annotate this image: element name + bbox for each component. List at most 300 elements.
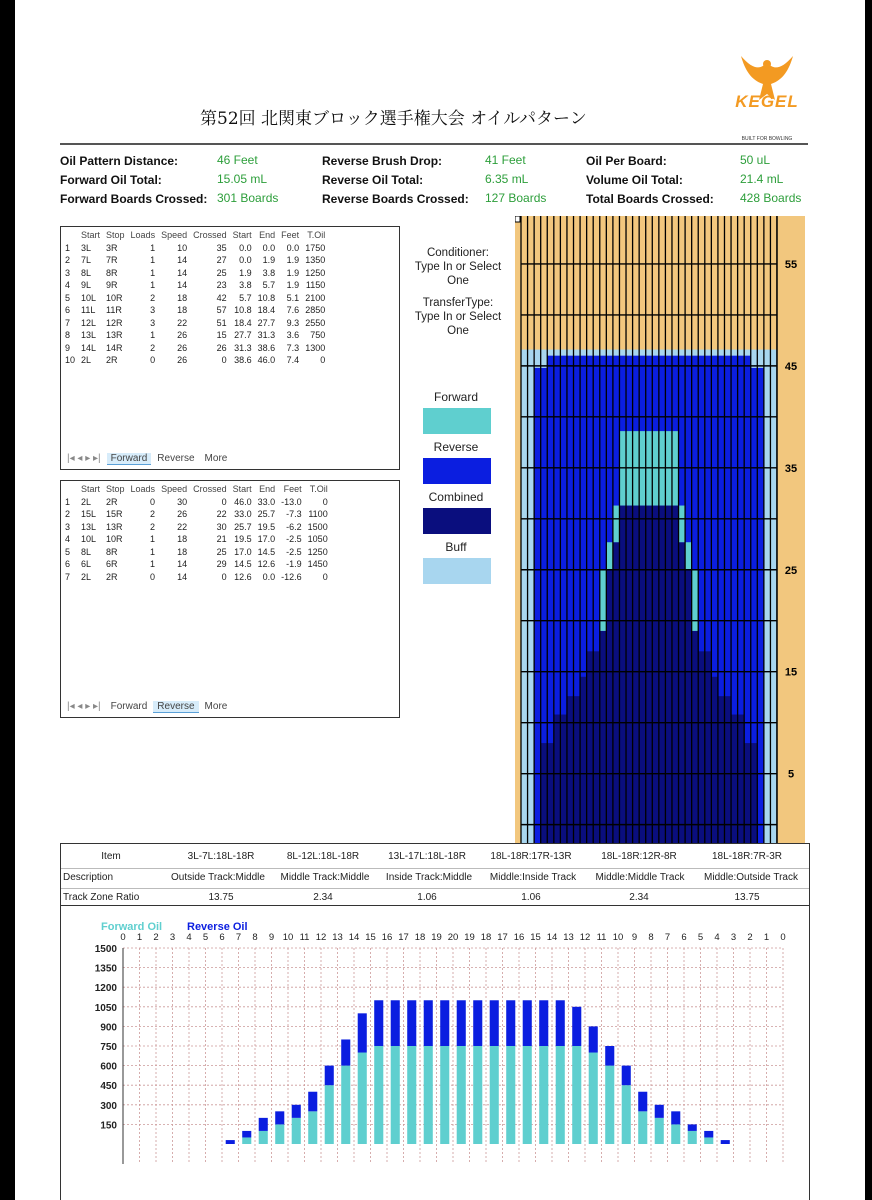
zone-item: 18L-18R:7R-3R xyxy=(711,851,783,862)
table-cell[interactable]: 0 xyxy=(221,496,227,507)
table-cell[interactable]: 0 xyxy=(150,496,156,507)
table-cell[interactable]: -2.5 xyxy=(286,546,302,557)
row-number: 3 xyxy=(65,521,71,532)
bar-reverse-oil xyxy=(556,1000,565,1046)
category-label: 0 xyxy=(780,932,786,943)
lane-forward-cell xyxy=(685,542,692,570)
table-cell[interactable]: 27.7 xyxy=(257,317,276,328)
zone-desc: Middle:Outside Track xyxy=(704,872,798,883)
category-label: 15 xyxy=(365,932,376,943)
lane-combined-cell xyxy=(541,743,548,844)
table-cell[interactable]: 13R xyxy=(106,330,123,341)
table-cell[interactable]: 0 xyxy=(150,355,156,366)
sheet-tab[interactable]: More xyxy=(204,453,228,464)
lane-combined-cell xyxy=(587,651,594,844)
category-label: 19 xyxy=(464,932,475,943)
table-cell[interactable]: 3.6 xyxy=(286,330,300,341)
table-cell[interactable]: 2R xyxy=(106,355,118,366)
column-header: Loads xyxy=(130,484,156,495)
bar-forward-oil xyxy=(473,1046,482,1144)
table-cell[interactable]: 14L xyxy=(81,342,97,353)
table-cell[interactable]: 13R xyxy=(106,521,123,532)
lane-reverse-cell xyxy=(757,368,764,844)
table-cell[interactable]: 19.5 xyxy=(234,534,252,545)
table-cell[interactable]: 5.7 xyxy=(262,280,276,291)
table-cell[interactable]: 25 xyxy=(216,546,227,557)
bar-reverse-oil xyxy=(638,1092,647,1112)
table-row[interactable] xyxy=(63,304,328,317)
column-header: Feet xyxy=(283,484,302,495)
bar-reverse-oil xyxy=(440,1000,449,1046)
table-cell[interactable]: 42 xyxy=(216,292,227,303)
table-cell[interactable]: 0.0 xyxy=(239,242,252,253)
table-cell[interactable]: 2 xyxy=(150,521,156,532)
table-row[interactable] xyxy=(63,571,331,584)
table-cell[interactable]: 2L xyxy=(81,571,92,582)
legend-label: Forward xyxy=(433,390,478,404)
table-cell[interactable]: 8L xyxy=(81,267,92,278)
bar-forward-oil xyxy=(556,1046,565,1144)
table-cell[interactable]: 10L xyxy=(81,534,97,545)
table-cell[interactable]: 14.5 xyxy=(234,559,252,570)
y-tick-label: 750 xyxy=(100,1042,117,1053)
lane-combined-cell xyxy=(567,696,574,844)
bar-forward-oil xyxy=(308,1111,317,1144)
table-cell[interactable]: 1250 xyxy=(307,546,328,557)
table-cell[interactable]: 0.0 xyxy=(262,242,276,253)
table-cell[interactable]: 14.5 xyxy=(257,546,276,557)
table-cell[interactable]: 750 xyxy=(310,330,326,341)
table-cell[interactable]: 3L xyxy=(81,242,92,253)
conditioner-text[interactable] xyxy=(403,246,513,288)
table-row[interactable] xyxy=(63,254,328,267)
table-cell[interactable]: 14 xyxy=(177,280,188,291)
table-cell[interactable]: 22 xyxy=(177,317,188,328)
lane-oil-graphic xyxy=(515,216,805,844)
y-tick-label: 900 xyxy=(100,1022,117,1034)
bar-reverse-oil xyxy=(226,1140,235,1144)
table-cell[interactable]: 2 xyxy=(150,292,156,303)
table-cell[interactable]: 0.0 xyxy=(286,242,300,253)
column-header: Crossed xyxy=(193,484,227,495)
bar-reverse-oil xyxy=(292,1105,301,1118)
table-cell[interactable]: 0.0 xyxy=(262,571,276,582)
table-cell[interactable]: 1100 xyxy=(308,509,328,520)
bar-reverse-oil xyxy=(457,1000,466,1046)
bar-reverse-oil xyxy=(242,1131,251,1138)
summary-value: 41 Feet xyxy=(485,153,526,167)
category-label: 8 xyxy=(252,932,258,943)
bar-reverse-oil xyxy=(490,1000,499,1046)
table-cell[interactable]: 7L xyxy=(81,255,92,266)
sheet-tab[interactable]: Forward xyxy=(107,453,152,465)
legend-label: Combined xyxy=(428,490,484,504)
table-row[interactable] xyxy=(63,496,331,509)
transfer-type-prompt: Type In or Select xyxy=(414,311,502,323)
bar-reverse-oil xyxy=(341,1039,350,1065)
category-label: 19 xyxy=(431,932,442,943)
table-cell[interactable]: 25.7 xyxy=(234,521,252,532)
conditioner-prompt: Type In or Select xyxy=(414,261,502,273)
table-cell[interactable]: 1 xyxy=(150,242,156,253)
table-cell[interactable]: 18 xyxy=(177,546,188,557)
lane-combined-cell xyxy=(711,677,718,844)
table-cell[interactable]: 26 xyxy=(177,330,188,341)
summary-label: Oil Per Board: xyxy=(586,154,667,168)
header-divider xyxy=(60,143,808,145)
reverse-table-panel xyxy=(60,480,400,718)
table-cell[interactable]: 1300 xyxy=(305,342,326,353)
sheet-tab[interactable]: More xyxy=(204,701,228,712)
table-cell[interactable]: 10 xyxy=(177,242,188,253)
table-cell[interactable]: 29 xyxy=(216,559,227,570)
category-label: 4 xyxy=(714,932,720,943)
table-cell[interactable]: 31.3 xyxy=(257,330,276,341)
table-cell[interactable]: 15R xyxy=(106,509,123,520)
table-cell[interactable]: 0 xyxy=(221,355,227,366)
column-header: End xyxy=(259,484,276,495)
bar-reverse-oil xyxy=(325,1066,334,1086)
table-cell[interactable]: 11R xyxy=(106,305,122,316)
table-cell[interactable]: 12.6 xyxy=(257,559,276,570)
table-cell[interactable]: 8L xyxy=(81,546,92,557)
table-cell[interactable]: 38.6 xyxy=(234,355,252,366)
summary-label: Reverse Oil Total: xyxy=(322,173,424,187)
lane-combined-cell xyxy=(580,677,587,844)
row-label: Item xyxy=(101,851,121,862)
summary-value: 21.4 mL xyxy=(740,172,784,186)
bar-forward-oil xyxy=(374,1046,383,1144)
resize-handle[interactable] xyxy=(515,216,520,222)
zone-desc: Inside Track:Middle xyxy=(385,872,473,883)
table-cell[interactable]: 5.1 xyxy=(286,292,300,303)
table-row[interactable] xyxy=(63,546,331,559)
table-cell[interactable]: 18 xyxy=(177,292,188,303)
table-cell[interactable]: 2 xyxy=(150,509,156,520)
bar-forward-oil xyxy=(539,1046,548,1144)
category-label: 11 xyxy=(299,932,310,943)
table-cell[interactable]: 22 xyxy=(177,521,188,532)
table-cell[interactable]: 12.6 xyxy=(234,571,252,582)
table-row[interactable] xyxy=(63,267,328,280)
legend-swatch-reverse xyxy=(423,458,491,484)
table-row[interactable] xyxy=(63,533,331,546)
column-header: Speed xyxy=(161,484,188,495)
table-cell[interactable]: 14R xyxy=(106,342,123,353)
transfer-type-label: TransferType: xyxy=(422,297,494,309)
table-cell[interactable]: -2.5 xyxy=(286,534,302,545)
table-cell[interactable]: 17.0 xyxy=(257,534,276,545)
table-cell[interactable]: 18 xyxy=(177,305,188,316)
table-cell[interactable]: 1250 xyxy=(305,267,326,278)
table-cell[interactable]: 33.0 xyxy=(234,509,252,520)
table-cell[interactable]: 35 xyxy=(216,242,227,253)
y-tick-label: 150 xyxy=(100,1120,117,1132)
table-cell[interactable]: 0 xyxy=(322,496,328,507)
table-cell[interactable]: -7.3 xyxy=(286,509,302,520)
table-cell[interactable]: 22 xyxy=(216,509,227,520)
table-cell[interactable]: 30 xyxy=(216,521,227,532)
table-cell[interactable]: 10.8 xyxy=(257,292,276,303)
table-cell[interactable]: 1.9 xyxy=(262,255,276,266)
table-cell[interactable]: 3 xyxy=(150,317,156,328)
table-cell[interactable]: -13.0 xyxy=(281,496,302,507)
zone-ratio: 13.75 xyxy=(208,892,234,903)
sheet-nav-arrows-icon[interactable]: |◂ ◂ ▸ ▸| xyxy=(67,701,101,712)
table-row[interactable] xyxy=(63,508,331,521)
row-number: 6 xyxy=(65,559,71,570)
table-cell[interactable]: 1 xyxy=(150,255,156,266)
row-number: 1 xyxy=(65,242,71,253)
table-cell[interactable]: 27.7 xyxy=(234,330,252,341)
category-label: 20 xyxy=(447,932,459,943)
table-cell[interactable]: -12.6 xyxy=(281,571,302,582)
foot-label: 15 xyxy=(784,666,798,679)
table-cell[interactable]: 1150 xyxy=(305,280,326,291)
lane-combined-cell xyxy=(547,743,554,844)
table-cell[interactable]: 10R xyxy=(106,534,123,545)
lane-buff-cell xyxy=(528,350,535,844)
lane-buff-cell xyxy=(770,350,777,844)
table-cell[interactable]: 3.8 xyxy=(239,280,252,291)
summary-label: Volume Oil Total: xyxy=(586,173,683,187)
table-cell[interactable]: 2L xyxy=(81,496,92,507)
table-cell[interactable]: 0 xyxy=(150,571,156,582)
table-cell[interactable]: 21 xyxy=(216,534,227,545)
bar-forward-oil xyxy=(589,1053,598,1144)
table-row[interactable] xyxy=(63,317,328,330)
column-header: Feet xyxy=(281,230,300,241)
table-cell[interactable]: 46.0 xyxy=(257,355,276,366)
table-cell[interactable]: 7R xyxy=(106,255,118,266)
table-cell[interactable]: 31.3 xyxy=(234,342,252,353)
table-cell[interactable]: 14 xyxy=(177,571,188,582)
sheet-tab[interactable]: Reverse xyxy=(153,701,198,713)
table-row[interactable] xyxy=(63,242,328,255)
table-cell[interactable]: 2850 xyxy=(305,305,326,316)
table-cell[interactable]: 1 xyxy=(150,546,156,557)
legend-reverse-oil: Reverse Oil xyxy=(187,921,248,933)
table-cell[interactable]: 6R xyxy=(106,559,118,570)
table-row[interactable] xyxy=(63,329,328,342)
table-cell[interactable]: 9R xyxy=(106,280,118,291)
table-cell[interactable]: 18.4 xyxy=(234,317,252,328)
lane-combined-cell xyxy=(639,506,646,844)
row-number: 1 xyxy=(65,496,71,507)
table-cell[interactable]: 10L xyxy=(81,292,97,303)
table-cell[interactable]: 14 xyxy=(177,267,188,278)
table-cell[interactable]: 14 xyxy=(177,559,188,570)
sheet-nav-arrows-icon[interactable]: |◂ ◂ ▸ ▸| xyxy=(67,453,101,464)
legend-forward-oil: Forward Oil xyxy=(101,921,163,933)
table-cell[interactable]: 26 xyxy=(177,342,188,353)
table-row[interactable] xyxy=(63,279,328,292)
table-cell[interactable]: 57 xyxy=(216,305,227,316)
category-label: 13 xyxy=(332,932,343,943)
category-label: 18 xyxy=(480,932,492,943)
y-tick-label: 1200 xyxy=(94,983,117,995)
table-cell[interactable]: 30 xyxy=(177,496,188,507)
table-cell[interactable]: 13L xyxy=(81,330,97,341)
bar-forward-oil xyxy=(671,1124,680,1144)
table-cell[interactable]: 27 xyxy=(216,255,227,266)
bar-reverse-oil xyxy=(424,1000,433,1046)
category-label: 5 xyxy=(697,932,704,943)
table-cell[interactable]: 1.9 xyxy=(239,267,252,278)
table-row[interactable] xyxy=(63,292,328,305)
bar-forward-oil xyxy=(490,1046,499,1144)
forward-table xyxy=(63,229,328,367)
table-cell[interactable]: 2L xyxy=(81,355,92,366)
table-cell[interactable]: 1.9 xyxy=(286,267,300,278)
bar-reverse-oil xyxy=(391,1000,400,1046)
category-label: 0 xyxy=(120,932,126,943)
zone-ratio: 1.06 xyxy=(417,892,437,903)
table-cell[interactable]: 19.5 xyxy=(257,521,276,532)
page-title: 第52回 北関東ブロック選手権大会 オイルパターン xyxy=(200,109,587,129)
table-cell[interactable]: 1050 xyxy=(307,534,328,545)
table-cell[interactable]: -1.9 xyxy=(286,559,302,570)
table-cell[interactable]: 10R xyxy=(106,292,123,303)
table-cell[interactable]: 2R xyxy=(106,496,118,507)
bar-forward-oil xyxy=(523,1046,532,1144)
table-cell[interactable]: 26 xyxy=(177,355,188,366)
table-cell[interactable]: 18.4 xyxy=(257,305,276,316)
zone-desc: Outside Track:Middle xyxy=(171,872,265,883)
column-header: Start xyxy=(81,230,101,241)
column-header: Stop xyxy=(106,230,125,241)
table-cell[interactable]: 10.8 xyxy=(234,305,252,316)
table-cell[interactable]: 3R xyxy=(106,242,118,253)
table-cell[interactable]: 12R xyxy=(106,317,123,328)
table-cell[interactable]: 15 xyxy=(216,330,227,341)
zone-desc: Middle:Inside Track xyxy=(489,872,577,883)
table-cell[interactable]: 1 xyxy=(150,330,156,341)
table-cell[interactable]: 17.0 xyxy=(234,546,252,557)
table-cell[interactable]: 1.9 xyxy=(286,280,300,291)
table-cell[interactable]: 2550 xyxy=(305,317,326,328)
table-cell[interactable]: 9.3 xyxy=(286,317,300,328)
sheet-tab[interactable]: Reverse xyxy=(157,453,195,464)
table-cell[interactable]: 25 xyxy=(216,267,227,278)
bar-reverse-oil xyxy=(259,1118,268,1131)
zone-item: 18L-18R:12R-8R xyxy=(601,851,677,862)
table-cell[interactable]: 26 xyxy=(216,342,227,353)
table-cell[interactable]: -6.2 xyxy=(286,521,302,532)
row-label: Description xyxy=(63,872,114,883)
lane-forward-cell xyxy=(606,542,613,570)
table-cell[interactable]: 51 xyxy=(216,317,227,328)
table-cell[interactable]: 38.6 xyxy=(257,342,276,353)
summary-label: Oil Pattern Distance: xyxy=(60,154,179,168)
lane-combined-cell xyxy=(633,506,640,844)
lane-combined-cell xyxy=(600,631,607,844)
table-cell[interactable]: 7.4 xyxy=(286,355,300,366)
table-cell[interactable]: 12L xyxy=(81,317,97,328)
table-cell[interactable]: 5.7 xyxy=(239,292,252,303)
lane-combined-cell xyxy=(672,506,679,844)
table-cell[interactable]: 3 xyxy=(150,305,156,316)
y-tick-label: 450 xyxy=(100,1081,117,1093)
table-cell[interactable]: 2R xyxy=(106,571,118,582)
table-cell[interactable]: 3.8 xyxy=(262,267,276,278)
table-cell[interactable]: 1 xyxy=(150,280,156,291)
table-cell[interactable]: 1.9 xyxy=(286,255,300,266)
table-cell[interactable]: 8R xyxy=(106,267,118,278)
row-label: Track Zone Ratio xyxy=(63,892,140,903)
y-tick-label: 1500 xyxy=(94,944,117,955)
bar-reverse-oil xyxy=(605,1046,614,1066)
transfer-type-text[interactable] xyxy=(403,296,513,338)
conditioner-label: Conditioner: xyxy=(426,247,489,259)
table-cell[interactable]: 1 xyxy=(150,267,156,278)
zone-item: 3L-7L:18L-18R xyxy=(187,851,255,862)
table-cell[interactable]: 26 xyxy=(177,509,188,520)
table-cell[interactable]: 14 xyxy=(177,255,188,266)
lane-combined-cell xyxy=(705,651,712,844)
table-cell[interactable]: 1500 xyxy=(307,521,328,532)
table-cell[interactable]: 1 xyxy=(150,559,156,570)
table-cell[interactable]: 7.3 xyxy=(286,342,300,353)
table-cell[interactable]: 18 xyxy=(177,534,188,545)
table-cell[interactable]: 11L xyxy=(81,305,96,316)
table-cell[interactable]: 25.7 xyxy=(257,509,276,520)
table-row[interactable] xyxy=(63,521,331,534)
table-cell[interactable]: 1450 xyxy=(307,559,328,570)
table-cell[interactable]: 0.0 xyxy=(239,255,252,266)
zone-desc: Middle:Middle Track xyxy=(595,872,685,883)
table-row[interactable] xyxy=(63,558,331,571)
table-cell[interactable]: 1 xyxy=(150,534,156,545)
table-cell[interactable]: 15L xyxy=(81,509,97,520)
category-label: 12 xyxy=(579,932,591,943)
table-cell[interactable]: 13L xyxy=(81,521,97,532)
bar-forward-oil xyxy=(688,1131,697,1144)
table-row[interactable] xyxy=(63,342,328,355)
foot-label: 35 xyxy=(784,462,798,475)
table-cell[interactable]: 33.0 xyxy=(257,496,276,507)
table-cell[interactable]: 6L xyxy=(81,559,92,570)
table-cell[interactable]: 8R xyxy=(106,546,118,557)
table-cell[interactable]: 46.0 xyxy=(234,496,252,507)
bar-reverse-oil xyxy=(572,1007,581,1046)
table-cell[interactable]: 2 xyxy=(150,342,156,353)
category-label: 3 xyxy=(169,932,176,943)
table-cell[interactable]: 1750 xyxy=(305,242,326,253)
table-cell[interactable]: 7.6 xyxy=(286,305,300,316)
category-label: 13 xyxy=(563,932,574,943)
reverse-table xyxy=(63,483,331,583)
foot-label: 55 xyxy=(784,258,798,271)
category-label: 10 xyxy=(612,932,624,943)
table-cell[interactable]: 0 xyxy=(221,571,227,582)
table-cell[interactable]: 23 xyxy=(216,280,227,291)
table-cell[interactable]: 2100 xyxy=(305,292,326,303)
bar-reverse-oil xyxy=(655,1105,664,1118)
table-cell[interactable]: 0 xyxy=(322,571,328,582)
table-row[interactable] xyxy=(63,354,328,367)
lane-combined-cell xyxy=(619,506,626,844)
sheet-tab[interactable]: Forward xyxy=(110,701,148,712)
bar-reverse-oil xyxy=(407,1000,416,1046)
table-cell[interactable]: 0 xyxy=(320,355,326,366)
bar-reverse-oil xyxy=(506,1000,515,1046)
table-cell[interactable]: 1350 xyxy=(305,255,326,266)
zone-ratio: 1.06 xyxy=(521,892,541,903)
bar-reverse-oil xyxy=(308,1092,317,1112)
column-header: Speed xyxy=(161,230,188,241)
table-cell[interactable]: 9L xyxy=(81,280,92,291)
